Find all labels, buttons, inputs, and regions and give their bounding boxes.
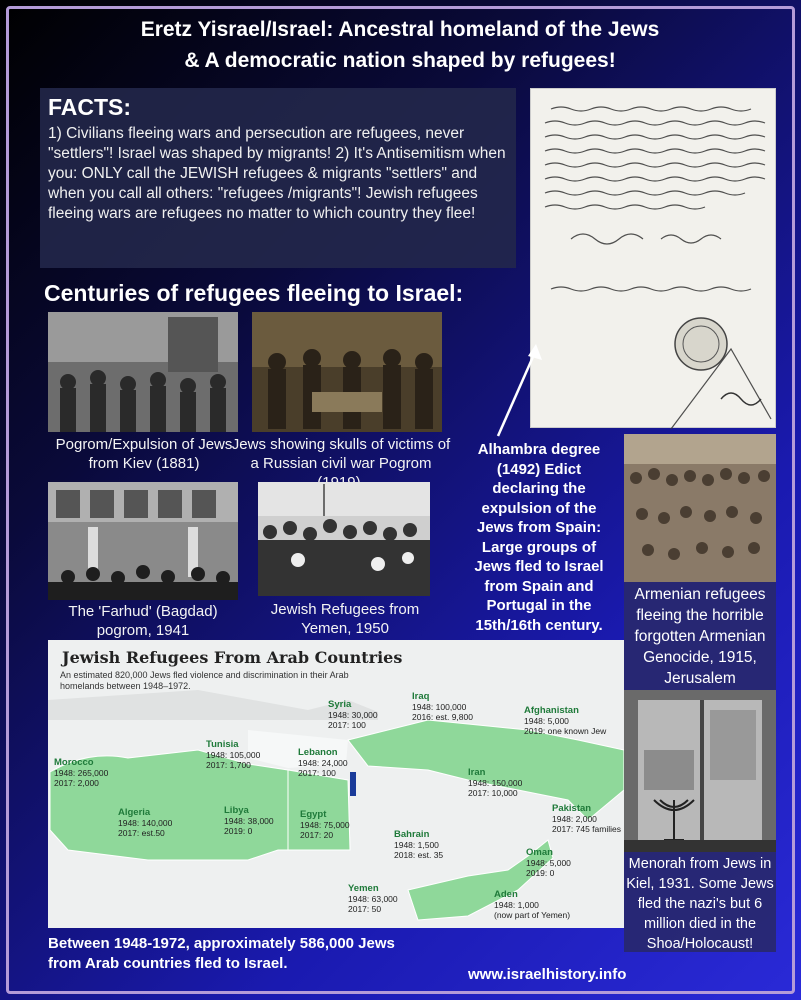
website-url[interactable]: www.israelhistory.info: [468, 966, 627, 983]
menorah-photo: [624, 690, 776, 852]
map-label-iraq: Iraq 1948: 100,000 2016: est. 9,800: [412, 691, 473, 722]
menorah-caption: Menorah from Jews in Kiel, 1931. Some Jews fled the nazi's but 6 million died in the Shoa/Holocaust!: [624, 852, 776, 952]
yemen-refugees-photo: [258, 482, 430, 596]
map-label-syria: Syria 1948: 30,000 2017: 100: [328, 699, 378, 730]
bottom-summary: Between 1948-1972, approximately 586,000 Jews from Arab countries fled to Israel.: [48, 935, 395, 972]
map-title: Jewish Refugees From Arab Countries: [62, 648, 403, 667]
map-label-bahrain: Bahrain 1948: 1,500 2018: est. 35: [394, 829, 444, 860]
facts-box: [40, 88, 516, 268]
skulls-photo: [252, 312, 442, 432]
map-label-pakistan: Pakistan 1948: 2,000 2017: 745 families: [552, 803, 621, 834]
armenian-refugees-photo: [624, 434, 776, 582]
map-label-oman: Oman 1948: 5,000 2019: 0: [526, 847, 571, 878]
farhud-caption: The 'Farhud' (Bagdad) pogrom, 1941: [68, 603, 218, 639]
title-line-2: & A democratic nation shaped by refugees!: [184, 49, 616, 72]
map-label-algeria: Algeria 1948: 140,000 2017: est.50: [118, 807, 173, 838]
kiev-pogrom-photo: [48, 312, 238, 432]
map-label-lebanon: Lebanon 1948: 24,000 2017: 100: [298, 747, 348, 778]
map-label-yemen: Yemen 1948: 63,000 2017: 50: [348, 883, 398, 914]
map-label-morocco: Morocco 1948: 265,000 2017: 2,000: [54, 757, 109, 788]
map-label-iran: Iran 1948: 150,000 2017: 10,000: [468, 767, 523, 798]
alhambra-caption: Alhambra degree (1492) Edict declaring the expulsion of the Jews from Spain: Large groups of Jews fled to Israel from Spain and Portugal in the 15th/16th century.: [474, 441, 604, 634]
alhambra-decree-image: [530, 88, 776, 428]
map-label-tunisia: Tunisia 1948: 105,000 2017: 1,700: [206, 739, 261, 770]
facts-heading: FACTS:: [48, 94, 132, 120]
arrow-icon: [490, 340, 550, 440]
skulls-caption: Jews showing skulls of victims of a Russian civil war Pogrom: [231, 436, 451, 472]
map-label-afghanistan: Afghanistan 1948: 5,000 2019: one known Jew: [524, 705, 607, 736]
map-label-egypt: Egypt 1948: 75,000 2017: 20: [300, 809, 350, 840]
armenian-caption: Armenian refugees fleeing the horrible forgotten Armenian Genocide, 1915, Jerusalem: [624, 582, 776, 690]
yemen-caption: Jewish Refugees from Yemen, 1950: [270, 601, 420, 637]
section-heading: Centuries of refugees fleeing to Israel:: [44, 280, 464, 306]
kiev-caption: Pogrom/Expulsion of Jews from Kiev (1881): [55, 436, 233, 472]
map-label-libya: Libya 1948: 38,000 2019: 0: [224, 805, 274, 836]
map-subtitle: An estimated 820,000 Jews fled violence and discrimination in their Arab homelands between 1948–1972.: [60, 670, 349, 691]
refugee-map: [48, 640, 624, 928]
facts-text: 1) Civilians fleeing wars and persecution are refugees, never "settlers"! Israel was shaped by migrants! 2) It's Antisemitism when you: ONLY call the JEWISH refugees & migrants "settlers" and when you call all others: "refugees /migrants"! Jewish refugees fleeing wars are refugees no matter to which country they flee!: [48, 125, 506, 222]
farhud-photo: [48, 482, 238, 600]
page-title: [20, 14, 780, 76]
map-label-aden: Aden 1948: 1,000 (now part of Yemen): [494, 889, 571, 920]
title-line-1: Eretz Yisrael/Israel: Ancestral homeland of the Jews: [140, 18, 660, 41]
